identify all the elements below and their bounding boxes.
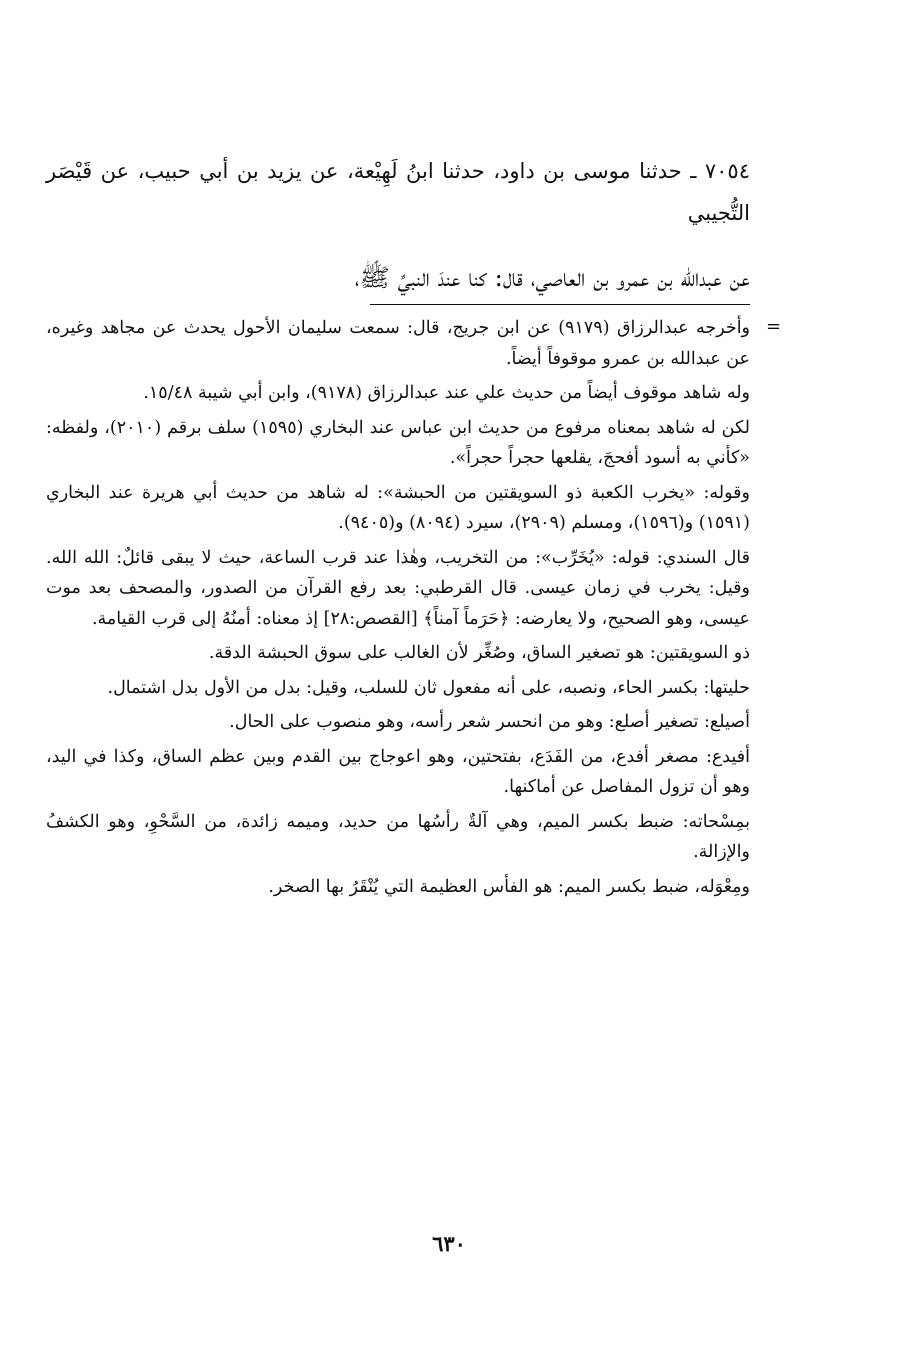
footnote-paragraph: حليتها: بكسر الحاء، ونصبه، على أنه مفعول ثان للسلب، وقيل: بدل من الأول بدل اشتمال. <box>107 677 750 698</box>
footnote-paragraph: وأخرجه عبدالرزاق (٩١٧٩) عن ابن جريج، قال: سمعت سليمان الأحول يحدث عن مجاهد وغيره، عن عبدالله بن عمرو موقوفاً أيضاً. <box>46 318 751 369</box>
footnote-separator <box>370 304 750 305</box>
footnote-paragraph: قال السندي: قوله: «يُخَرِّب»: من التخريب، وهٰذا عند قرب الساعة، حيث لا يبقى قائلٌ: الله الله. وقيل: يخرب في زمان عيسى. قال القرطبي: بعد رفع القرآن من الصدور، والمصحف بعد موت عيسى، وهو الصحيح، ولا يعارضه: ﴿حَرَماً آمناً﴾ [القصص:٢٨] إذ معناه: أمنُهُ إلى قرب القيامة. <box>46 547 750 629</box>
footnote-paragraph: وقوله: «يخرب الكعبة ذو السويقتين من الحبشة»: له شاهد من حديث أبي هريرة عند البخاري (١٥٩١) و(١٥٩٦)، ومسلم (٢٩٠٩)، سيرد (٨٠٩٤) و(٩٤٠٥). <box>46 482 750 533</box>
footnote-paragraph: أفيدع: مصغر أفدع، من الفَدَع، بفتحتين، وهو اعوجاج بين القدم وبين عظم الساق، وكذا في اليد، وهو أن تزول المفاصل عن أماكنها. <box>46 746 750 797</box>
hadith-isnad: ٧٠٥٤ ـ حدثنا موسى بن داود، حدثنا ابنُ لَهِيْعة، عن يزيد بن أبي حبيب، عن قَيْصَر التُّجيبي <box>46 159 750 225</box>
footnote-paragraph: ومِعْوَله، ضبط بكسر الميم: هو الفأس العظيمة التي يُنْقَرُ بها الصخر. <box>268 876 750 897</box>
footnote-paragraph: ذو السويقتين: هو تصغير الساق، وصُغِّر لأن الغالب على سوق الحبشة الدقة. <box>208 643 750 663</box>
footnote-paragraph: بمِسْحاته: ضبط بكسر الميم، وهي آلةٌ رأسُها من حديد، وميمه زائدة، من السَّحْوِ، وهو الكشفُ والإزالة. <box>46 811 750 862</box>
continuation-mark: = <box>766 316 782 337</box>
hadith-text <box>46 150 750 234</box>
page-number: ٦٣٠ <box>432 1231 466 1256</box>
footnote-paragraph: وله شاهد موقوف أيضاً من حديث علي عند عبدالرزاق (٩١٧٨)، وابن أبي شيبة ١٥/٤٨. <box>143 383 750 403</box>
hadith-matn-opening: عن عبدالله بن عمرو بن العاصي، قال: كنا عندَ النبيِّ ﷺ، <box>354 263 750 292</box>
footnotes <box>46 313 750 906</box>
footnote-paragraph: لكن له شاهد بمعناه مرفوع من حديث ابن عباس عند البخاري (١٥٩٥) سلف برقم (٢٠١٠)، ولفظه: «كأني به أسود أفحجَ، يقلعها حجراً حجراً». <box>46 417 750 468</box>
footnote-paragraph: أصيلع: تصغير أصلع: وهو من انحسر شعر رأسه، وهو منصوب على الحال. <box>229 712 750 732</box>
